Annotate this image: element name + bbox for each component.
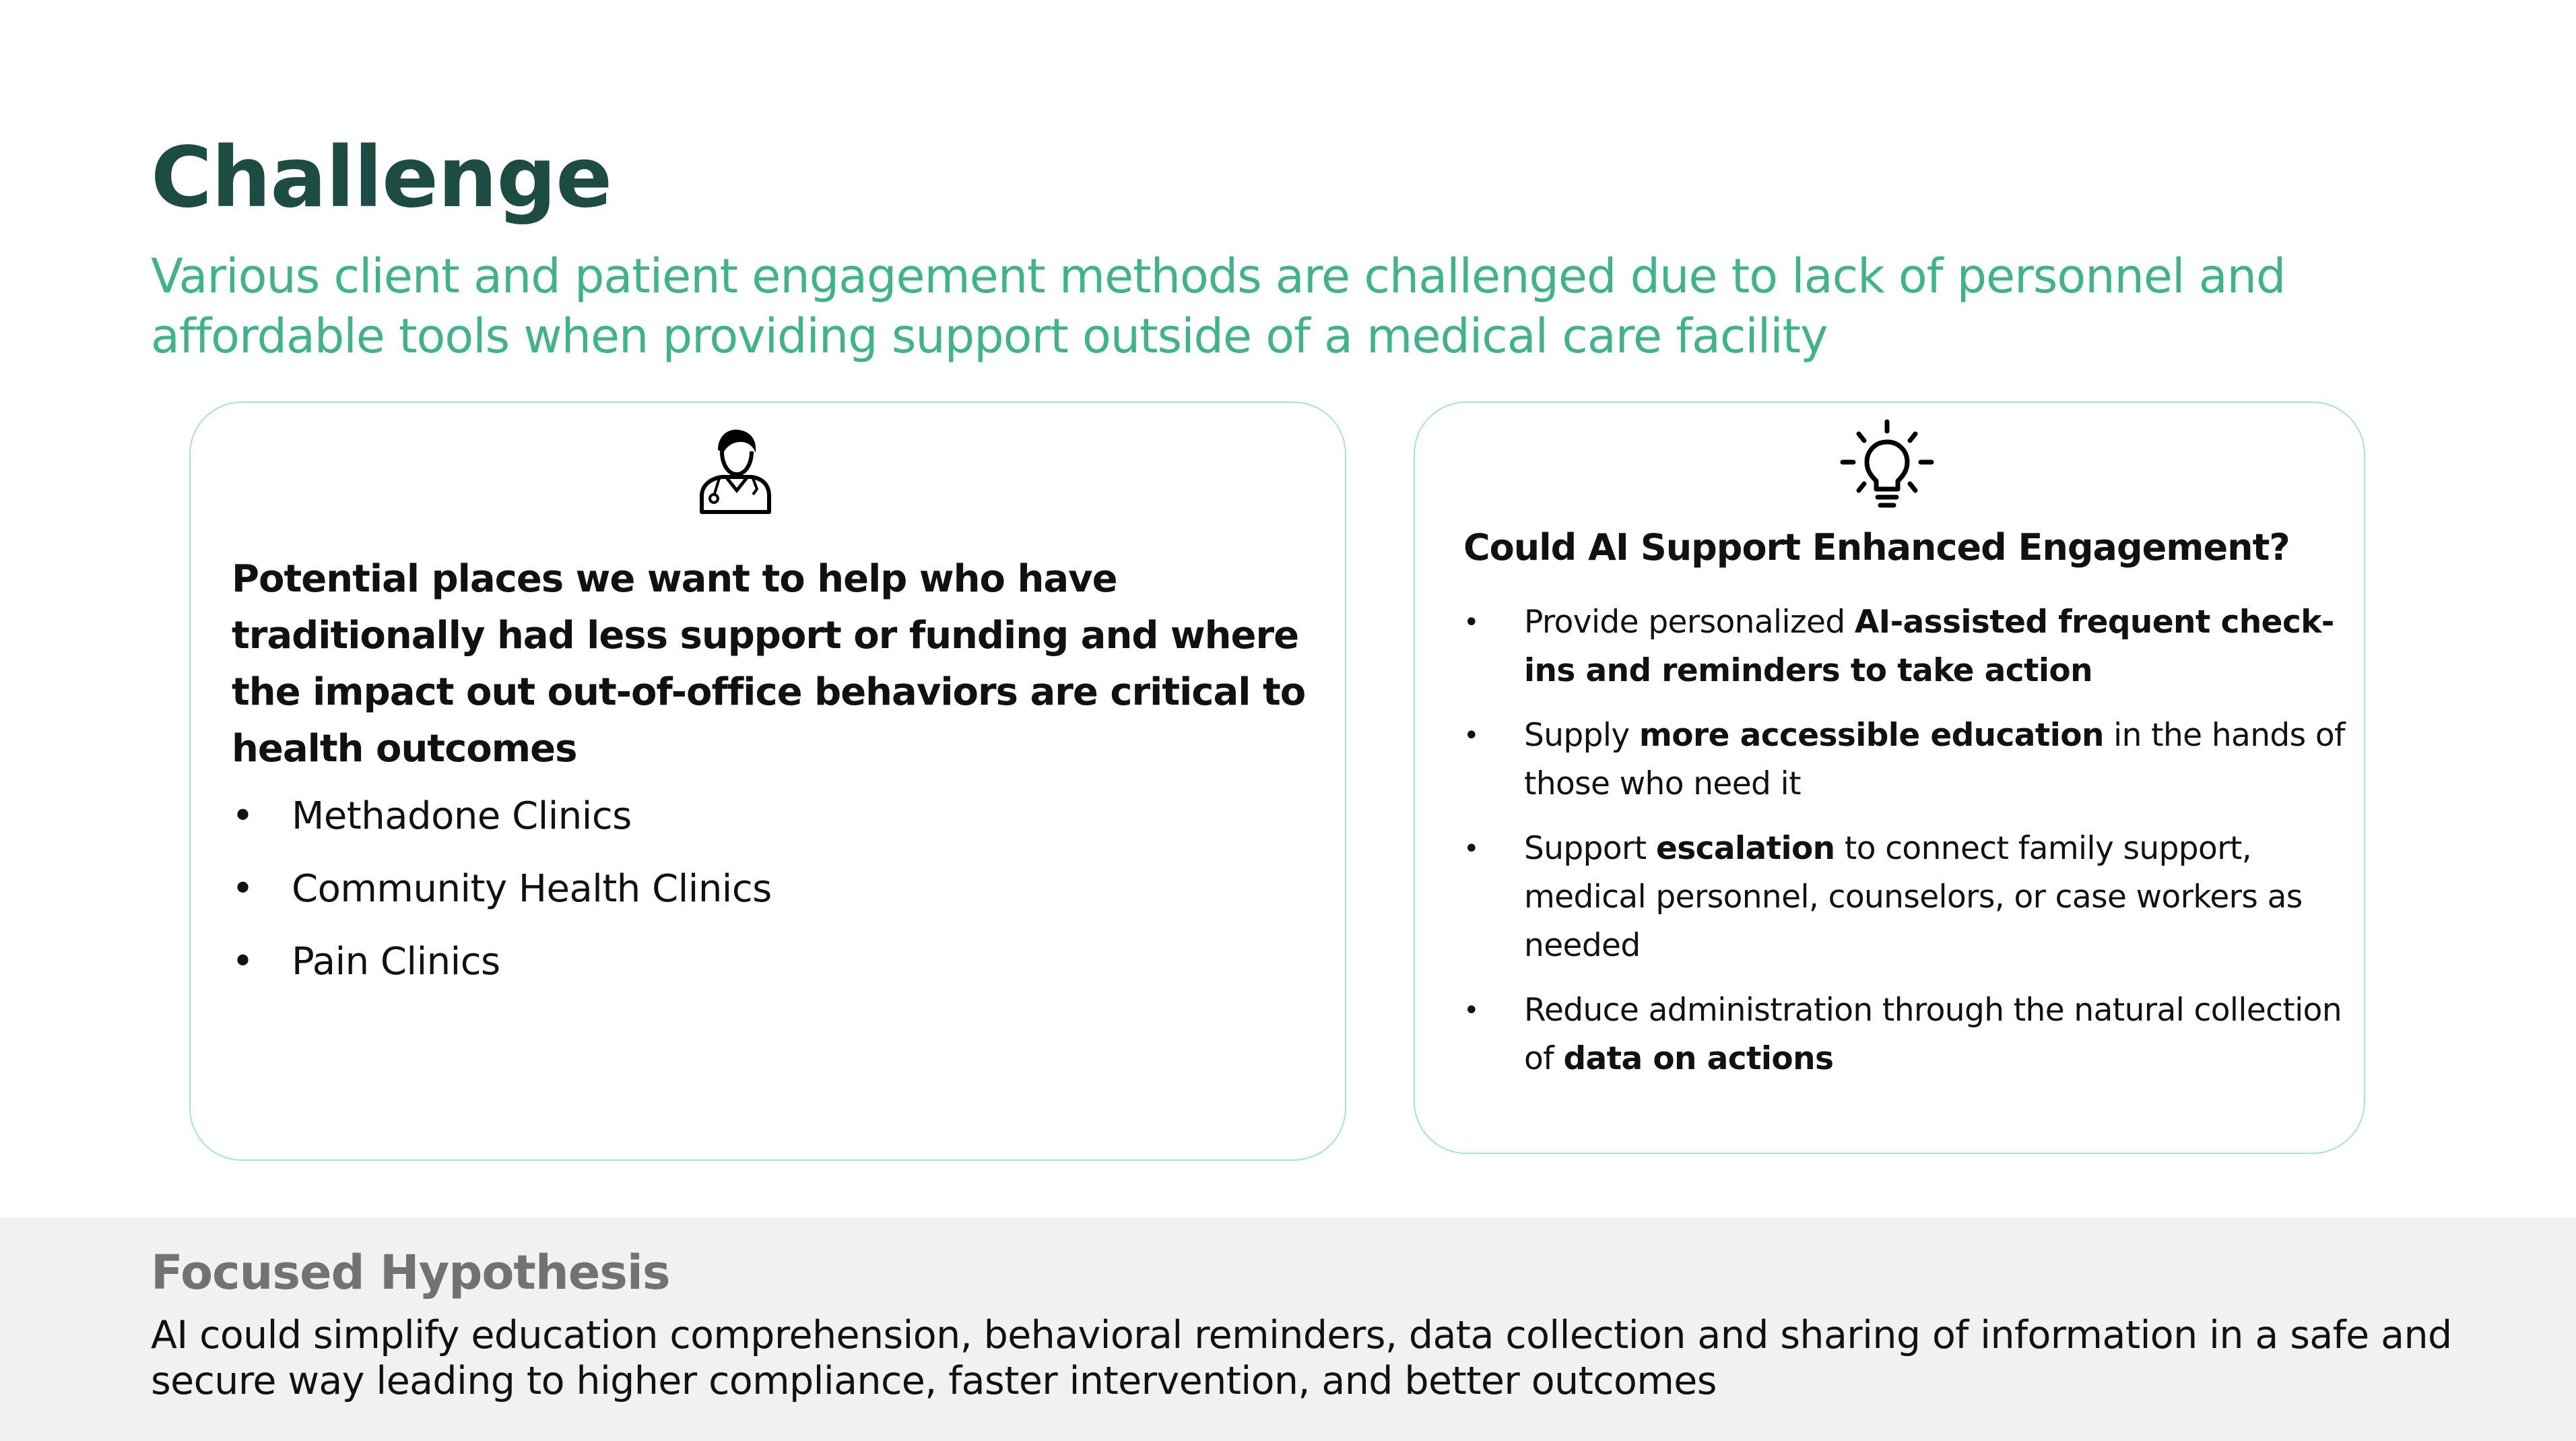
list-item: • Methadone Clinics xyxy=(232,794,772,839)
hypothesis-title: Focused Hypothesis xyxy=(151,1245,670,1300)
list-item: • Support escalation to connect family support, medical personnel, counselors, or case workers as needed xyxy=(1463,825,2346,970)
list-item: • Community Health Clinics xyxy=(232,866,772,912)
list-item: • Pain Clinics xyxy=(232,939,772,985)
slide-subtitle: Various client and patient engagement methods are challenged due to lack of personnel and affordable tools when providing support outside of a medical care facility xyxy=(151,249,2286,364)
list-item: • Reduce administration through the natural collection of data on actions xyxy=(1463,986,2346,1083)
right-card-heading: Could AI Support Enhanced Engagement? xyxy=(1463,526,2290,569)
doctor-icon xyxy=(694,423,777,515)
left-card-heading: Potential places we want to help who have traditionally had less support or funding and where the impact out out-of-office behaviors are critical to health outcomes xyxy=(232,557,1306,771)
list-item: • Supply more accessible education in the hands of those who need it xyxy=(1463,711,2346,808)
slide-title: Challenge xyxy=(151,129,612,226)
hypothesis-text: AI could simplify education comprehension, behavioral reminders, data collection and sharing of information in a safe and secure way leading to higher compliance, faster intervention, and better outcomes xyxy=(151,1313,2452,1403)
left-card xyxy=(189,402,1346,1161)
clinic-list xyxy=(232,794,772,1012)
ai-support-list xyxy=(1463,598,2346,1099)
right-card xyxy=(1414,402,2365,1154)
hypothesis-band xyxy=(0,1218,2576,1441)
lightbulb-icon xyxy=(1837,418,1937,517)
list-item: • Provide personalized AI-assisted frequent check-ins and reminders to take action xyxy=(1463,598,2346,695)
